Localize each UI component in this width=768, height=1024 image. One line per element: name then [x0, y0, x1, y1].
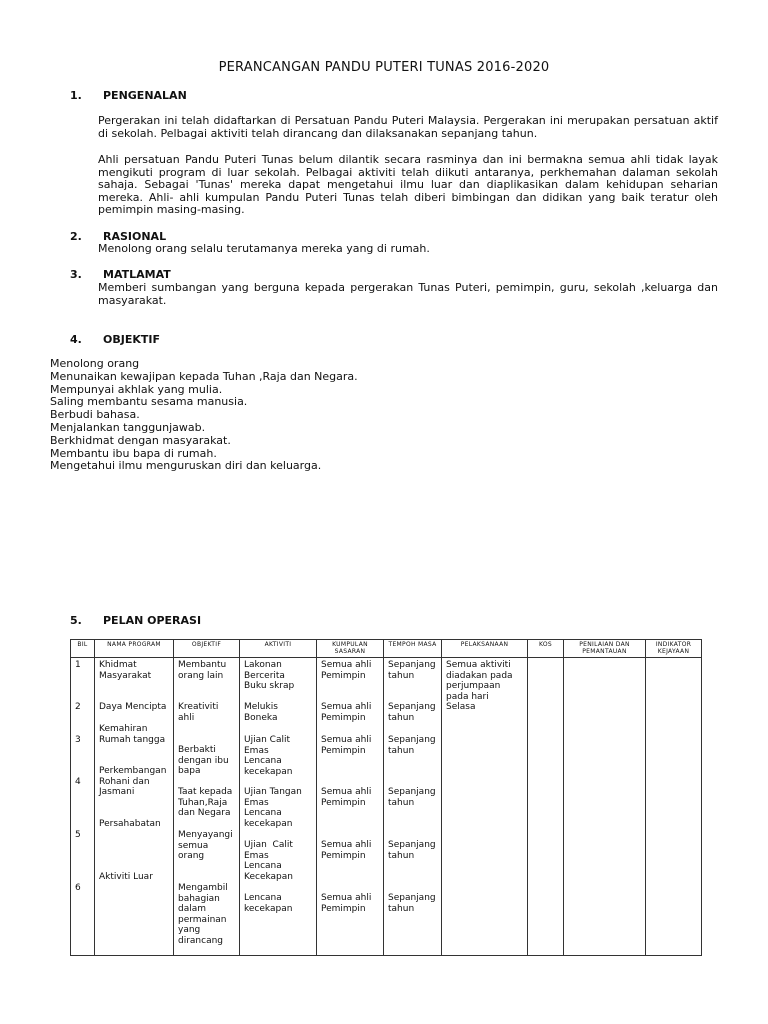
section-4-title: OBJEKTIF — [103, 333, 160, 346]
aktiviti-cell: Ujian Calit Emas Lencana kecekapan — [244, 735, 293, 777]
header-pelaksanaan: PELAKSANAAN — [442, 640, 528, 658]
bil-cell: 3 — [75, 735, 81, 745]
sasaran-column — [317, 658, 384, 956]
bil-cell: 1 — [75, 660, 81, 670]
objektif-cell: Berbakti dengan ibu bapa — [178, 745, 229, 776]
objective-item: Mempunyai akhlak yang mulia. — [50, 382, 223, 396]
pelaksanaan-cell: Semua aktiviti diadakan pada perjumpaan pada hari Selasa — [446, 660, 513, 712]
tempoh-cell: Sepanjang tahun — [388, 660, 436, 681]
sasaran-cell: Semua ahli Pemimpin — [321, 840, 372, 861]
section-3-paragraph: Memberi sumbangan yang berguna kepada pergerakan Tunas Puteri, pemimpin, guru, sekolah ,keluarga dan masyarakat. — [98, 281, 718, 307]
pelaksanaan-column — [442, 658, 528, 956]
header-aktiviti: AKTIVITI — [240, 640, 317, 658]
program-cell: Khidmat Masyarakat — [99, 660, 152, 681]
objektif-cell: Kreativiti ahli — [178, 702, 219, 723]
tempoh-cell: Sepanjang tahun — [388, 840, 436, 861]
program-cell: Kemahiran Rumah tangga — [99, 724, 166, 745]
tempoh-column — [384, 658, 442, 956]
objective-item: Membantu ibu bapa di rumah. — [50, 446, 217, 460]
penilaian-column — [564, 658, 646, 956]
section-1-number: 1. — [70, 89, 82, 102]
operations-plan-table — [70, 639, 702, 956]
tempoh-cell: Sepanjang tahun — [388, 702, 436, 723]
sasaran-cell: Semua ahli Pemimpin — [321, 735, 372, 756]
document-title: PERANCANGAN PANDU PUTERI TUNAS 2016-2020 — [218, 60, 550, 75]
objektif-column — [174, 658, 240, 956]
objektif-cell: Taat kepada Tuhan,Raja dan Negara — [178, 787, 233, 818]
tempoh-cell: Sepanjang tahun — [388, 893, 436, 914]
objective-item: Menolong orang — [50, 357, 140, 370]
objektif-cell: Membantu orang lain — [178, 660, 227, 681]
program-cell: Daya Mencipta — [99, 702, 167, 712]
section-4-number: 4. — [70, 333, 82, 346]
header-kumpulan-sasaran: KUMPULAN SASARAN — [317, 640, 384, 658]
header-kos: KOS — [528, 640, 564, 658]
section-1-paragraph-1: Pergerakan ini telah didaftarkan di Persatuan Pandu Puteri Malaysia. Pergerakan ini merupakan persatuan aktif di sekolah. Pelbagai aktiviti telah dirancang dan dilaksanakan sepanjang tahun. — [98, 114, 718, 140]
section-3-title: MATLAMAT — [103, 268, 171, 281]
aktiviti-cell: Ujian Calit Emas Lencana Kecekapan — [244, 840, 293, 882]
objective-list — [50, 358, 358, 473]
tempoh-cell: Sepanjang tahun — [388, 735, 436, 756]
header-bil: BIL — [71, 640, 95, 658]
objective-item: Berkhidmat dengan masyarakat. — [50, 433, 231, 447]
section-3-number: 3. — [70, 268, 82, 281]
header-objektif: OBJEKTIF — [174, 640, 240, 658]
program-cell: Perkembangan Rohani dan Jasmani — [99, 766, 167, 797]
aktiviti-cell: Lakonan Bercerita Buku skrap — [244, 660, 295, 691]
objective-item: Saling membantu sesama manusia. — [50, 395, 248, 409]
section-2-title: RASIONAL — [103, 230, 167, 243]
section-5-number: 5. — [70, 614, 82, 627]
aktiviti-column — [240, 658, 317, 956]
program-cell: Aktiviti Luar — [99, 872, 153, 882]
bil-cell: 6 — [75, 883, 81, 893]
aktiviti-cell: Ujian Tangan Emas Lencana kecekapan — [244, 787, 302, 829]
table-header-row — [71, 640, 702, 658]
aktiviti-cell: Melukis Boneka — [244, 702, 278, 723]
objective-item: Mengetahui ilmu menguruskan diri dan keluarga. — [50, 459, 322, 473]
header-penilaian: PENILAIAN DAN PEMANTAUAN — [564, 640, 646, 658]
sasaran-cell: Semua ahli Pemimpin — [321, 787, 372, 808]
section-2-number: 2. — [70, 230, 82, 243]
tempoh-cell: Sepanjang tahun — [388, 787, 436, 808]
section-1-paragraph-2: Ahli persatuan Pandu Puteri Tunas belum dilantik secara rasminya dan ini bermakna semua ahli tidak layak mengikuti program di luar sekolah. Pelbagai aktiviti telah diikuti antaranya, perkhemahan dalaman sekolah sahaja. Sebagai 'Tunas' mereka dapat mengetahui ilmu luar dan diaplikasikan dalam kehidupan seharian mereka. Ahli- ahli kumpulan Pandu Puteri Tunas telah diberi bimbingan dan didikan yang baik teratur oleh pemimpin masing-masing. — [98, 153, 718, 217]
objective-item: Menjalankan tanggunjawab. — [50, 420, 206, 434]
kos-column — [528, 658, 564, 956]
section-2-paragraph: Menolong orang selalu terutamanya mereka yang di rumah. — [98, 242, 430, 255]
header-tempoh-masa: TEMPOH MASA — [384, 640, 442, 658]
program-cell: Persahabatan — [99, 819, 161, 829]
bil-cell: 2 — [75, 702, 81, 712]
section-5-title: PELAN OPERASI — [103, 614, 202, 627]
sasaran-cell: Semua ahli Pemimpin — [321, 660, 372, 681]
bil-column — [71, 658, 95, 956]
table-row — [71, 658, 702, 956]
objective-item: Menunaikan kewajipan kepada Tuhan ,Raja dan Negara. — [50, 369, 358, 383]
aktiviti-cell: Lencana kecekapan — [244, 893, 293, 914]
section-1-title: PENGENALAN — [103, 89, 187, 102]
header-indikator: INDIKATOR KEJAYAAN — [646, 640, 702, 658]
indikator-column — [646, 658, 702, 956]
bil-cell: 4 — [75, 777, 81, 787]
objective-item: Berbudi bahasa. — [50, 408, 140, 422]
program-column — [95, 658, 174, 956]
bil-cell: 5 — [75, 830, 81, 840]
header-nama-program: NAMA PROGRAM — [95, 640, 174, 658]
sasaran-cell: Semua ahli Pemimpin — [321, 702, 372, 723]
objektif-cell: Mengambil bahagian dalam permainan yang dirancang — [178, 883, 228, 946]
objektif-cell: Menyayangi semua orang — [178, 830, 233, 861]
sasaran-cell: Semua ahli Pemimpin — [321, 893, 372, 914]
